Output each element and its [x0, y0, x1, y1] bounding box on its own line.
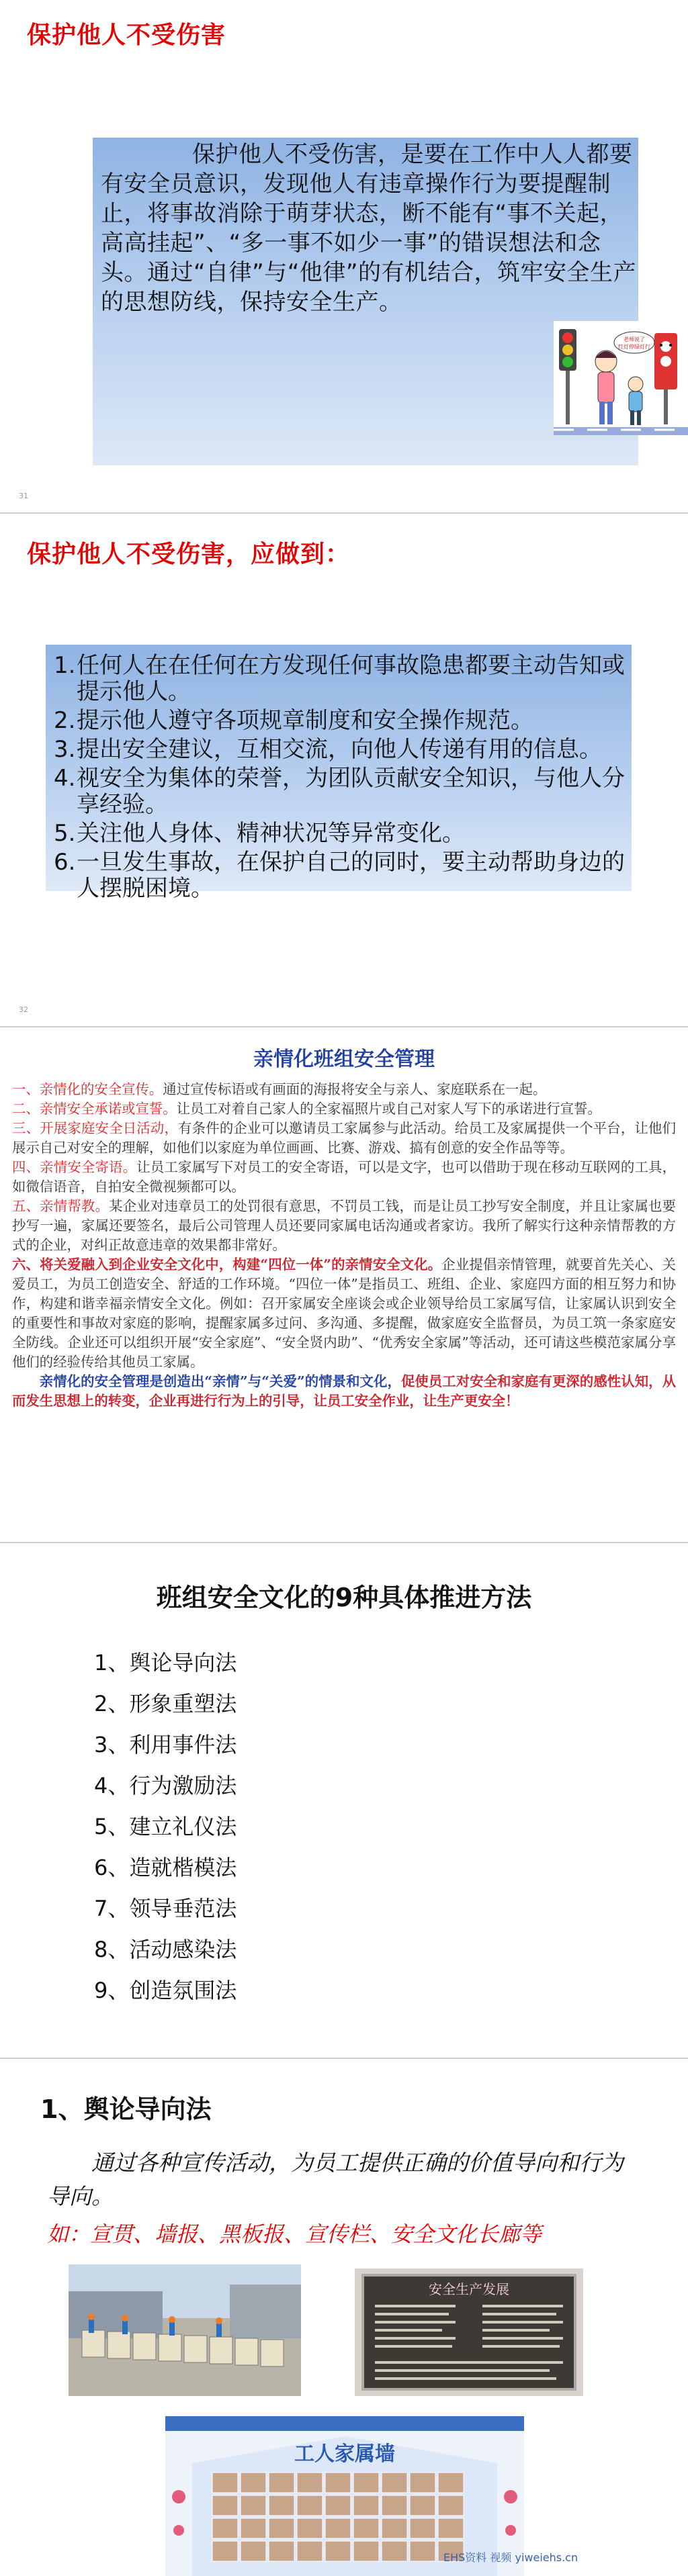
- paragraph: 保护他人不受伤害，是要在工作中人人都要有安全员意识，发现他人有违章操作行为要提醒制止，将事故消除于萌芽状态，断不能有“事不关起，高高挂起”、“多一事不如少一事”的错误想法和念头。通过“自律”与“他律”的有机结合，筑牢安全生产的思想防线，保持安全生产。: [101, 141, 636, 316]
- list-item: 3. 提出安全建议，互相交流，向他人传递有用的信息。: [54, 736, 602, 763]
- slide-title: 保护他人不受伤害: [27, 21, 226, 49]
- slide-nine-methods: [0, 1543, 688, 2058]
- svg-text:红灯停绿灯行: 红灯停绿灯行: [618, 344, 650, 350]
- wall-title: 工人家属墙: [294, 2442, 395, 2466]
- description-text: 通过各种宣传活动，为员工提供正确的价值导向和行为导向。: [47, 2150, 624, 2209]
- paragraph: 六、将关爱融入到企业安全文化中，构建“四位一体”的亲情安全文化。企业提倡亲情管理，就要首先关心、关爱员工，为员工创造安全、舒适的工作环境。“四位一体”是指员工、班组、企业、家庭四方面的相互努力和协作，构建和谐幸福亲情安全文化。例如：召开家属安全座谈会或企业领导给员工家属写信，让家属认识到安全的重要性和事故对家庭的影响，提醒家属多过问、多沟通、多提醒，做家庭安全监督员，为员工筑一条家庭安全防线。企业还可以组织开展“安全家庭”、“安全贤内助”、“优秀安全家属”等活动，还可请这些模范家属分享他们的经验传给其他员工家属。: [12, 1256, 676, 1370]
- svg-text:老师说了: 老师说了: [624, 336, 645, 342]
- list-item: 7、领导垂范法: [94, 1896, 237, 1921]
- list-item: 1、舆论导向法: [94, 1650, 237, 1675]
- paragraph: 二、亲情安全承诺或宣誓。让员工对着自己家人的全家福照片或自己对家人写下的承诺进行宣誓。: [12, 1101, 601, 1117]
- list-item: 9、创造氛围法: [94, 1978, 237, 2003]
- list-item: 1. 任何人在在任何在方发现任何事故隐患都要主动告知或提示他人。: [54, 652, 625, 705]
- list-item: 6、造就楷模法: [94, 1855, 237, 1880]
- slide-title: 1、舆论导向法: [40, 2095, 212, 2124]
- examples-text: 如：宣贯、墙报、黑板报、宣传栏、安全文化长廊等: [47, 2221, 542, 2247]
- slide-protect-others: [0, 0, 688, 512]
- article-body: [12, 1080, 676, 1411]
- list-item: 5、建立礼仪法: [94, 1814, 237, 1839]
- slide-opinion-guidance: [0, 2059, 688, 2576]
- slide-title: 保护他人不受伤害，应做到：: [27, 541, 351, 568]
- guideline-list: [54, 653, 632, 905]
- summary-paragraph: 亲情化的安全管理是创造出“亲情”与“关爱”的情景和文化，促使员工对安全和家庭有更深的感性认知，从而发生思想上的转变，企业再进行行为上的引导，让员工安全作业，让生产更安全！: [12, 1373, 676, 1409]
- traffic-light-cartoon-icon: [554, 321, 688, 435]
- slide-protect-others-should: [0, 514, 688, 1026]
- list-item: 2. 提示他人遵守各项规章制度和安全操作规范。: [54, 707, 533, 734]
- paragraph: 三、开展家庭安全日活动，有条件的企业可以邀请员工家属参与此活动。给员工及家属提供一个平台，让他们展示自己对安全的理解，如他们以家庭为单位画画、比赛、游戏、搞有创意的安全作品等等。: [12, 1120, 677, 1156]
- page-number: 32: [19, 1005, 28, 1014]
- footer-watermark: EHS资料 视频 yiweiehs.cn: [443, 2551, 578, 2564]
- list-item: 2、形象重塑法: [94, 1691, 237, 1716]
- methods-list: [94, 1643, 236, 2011]
- exhibition-photo: [69, 2264, 301, 2396]
- paragraph: 四、亲情安全寄语。让员工家属写下对员工的安全寄语，可以是文字，也可以借助于现在移动互联网的工具，如微信语音，自拍安全微视频都可以。: [12, 1159, 677, 1195]
- paragraph: 五、亲情帮教。某企业对违章员工的处罚很有意思，不罚员工钱，而是让员工抄写安全制度，并且让家属也要抄写一遍，家属还要签名，最后公司管理人员还要同家属电话沟通或者家访。我所了解实行这种亲情帮教的方式的企业，对纠正故意违章的效果都非常好。: [12, 1198, 677, 1253]
- page-number: 31: [19, 492, 28, 500]
- slide-family-safety-management: [0, 1027, 688, 1542]
- list-item: 5. 关注他人身体、精神状况等异常变化。: [54, 820, 465, 847]
- safety-board-photo: [355, 2268, 583, 2396]
- list-item: 8、活动感染法: [94, 1937, 237, 1962]
- list-item: 4、行为激励法: [94, 1773, 237, 1798]
- outdoor-exhibition-image-icon: [69, 2264, 301, 2396]
- list-item: 4. 视安全为集体的荣誉，为团队贡献安全知识，与他人分享经验。: [54, 765, 625, 818]
- slide-title: 亲情化班组安全管理: [253, 1048, 435, 1071]
- paragraph: 一、亲情化的安全宣传。通过宣传标语或有画面的海报将安全与亲人、家庭联系在一起。: [12, 1081, 547, 1097]
- board-title: 安全生产发展: [429, 2281, 509, 2297]
- list-item: 3、利用事件法: [94, 1732, 237, 1757]
- list-item: 6. 一旦发生事故，在保护自己的同时，要主动帮助身边的人摆脱困境。: [54, 849, 625, 902]
- slide-title: 班组安全文化的9种具体推进方法: [156, 1583, 532, 1612]
- chalkboard-image-icon: [355, 2268, 583, 2396]
